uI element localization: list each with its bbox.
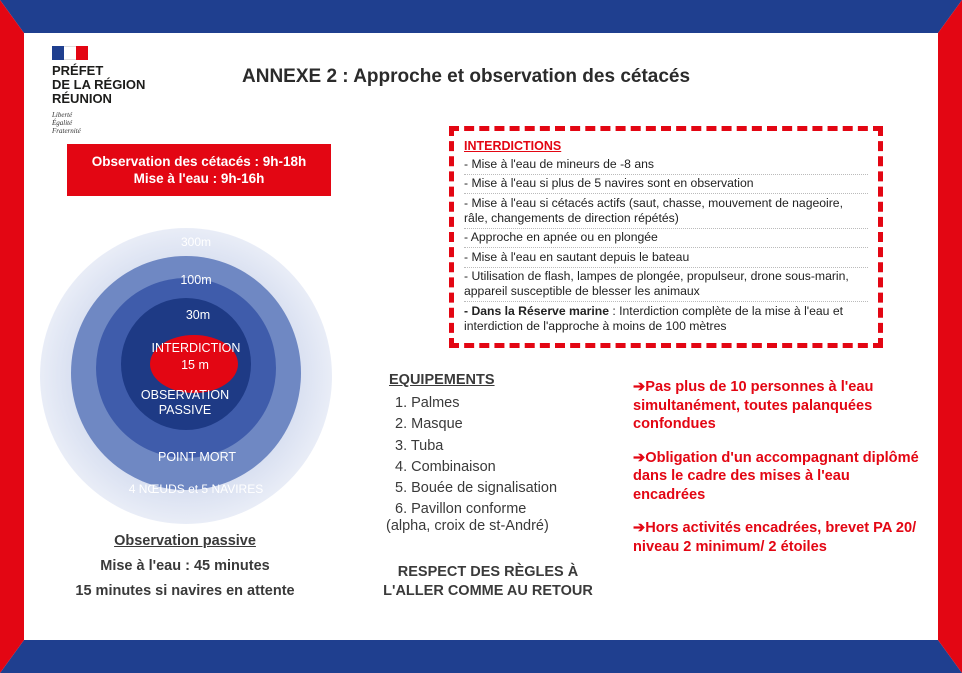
respect-line1: RESPECT DES RÈGLES À — [397, 564, 579, 580]
motto — [52, 111, 172, 135]
interdiction-item-text: - Mise à l'eau de mineurs de -8 ans — [464, 156, 654, 171]
flag-blue — [52, 46, 64, 60]
equipment-item: 4. Combinaison — [395, 458, 496, 475]
prefet-line3: RÉUNION — [52, 91, 112, 106]
zone-30m-distance: 30m — [185, 308, 211, 322]
zone-100m-distance: 100m — [180, 273, 212, 287]
rules-list — [633, 378, 923, 571]
hours-observation: Observation des cétacés : 9h-18h — [91, 154, 307, 169]
equipment-item: 3. Tuba — [395, 437, 444, 454]
hours-water-entry: Mise à l'eau : 9h-16h — [133, 171, 265, 186]
motto-fraternite: Fraternité — [52, 127, 81, 135]
frame-right-red — [938, 0, 962, 673]
prefecture-logo — [52, 46, 172, 135]
rule-item: ➔Pas plus de 10 personnes à l'eau simultanément, toutes palanquées confondues — [633, 379, 874, 432]
interdiction-item-text: - Mise à l'eau en sautant depuis le bateau — [464, 249, 690, 264]
zone-outer-label: 4 NŒUDS et 5 NAVIRES — [128, 482, 264, 496]
zone-point-mort-label: POINT MORT — [157, 450, 237, 464]
observation-duration: Mise à l'eau : 45 minutes — [100, 558, 270, 574]
interdiction-item — [464, 175, 868, 195]
hours-box — [67, 144, 331, 196]
interdiction-item — [464, 302, 868, 336]
page-title: ANNEXE 2 : Approche et observation des cétacés — [242, 66, 691, 87]
observation-title: Observation passive — [114, 533, 256, 549]
approach-zones-diagram — [40, 228, 332, 524]
equipment-item: 1. Palmes — [395, 395, 460, 411]
motto-liberte: Liberté — [52, 111, 73, 119]
interdiction-item-text: - Mise à l'eau si cétacés actifs (saut, chasse, mouvement de nageoire, râle, changements de direction répétés) — [464, 195, 843, 225]
observation-waiting: 15 minutes si navires en attente — [75, 583, 295, 599]
prefet-line1: PRÉFET — [52, 63, 104, 78]
zone-observation-label1: OBSERVATION — [140, 388, 230, 402]
frame-left-red — [0, 0, 24, 673]
motto-egalite: Égalité — [52, 119, 73, 127]
equipment-list — [395, 393, 557, 521]
rule-item: ➔Obligation d'un accompagnant diplômé dans le cadre des mises à l'eau encadrées — [633, 449, 919, 503]
french-flag-icon — [52, 46, 88, 60]
interdictions-title: INTERDICTIONS — [464, 139, 562, 153]
interdiction-item — [464, 194, 868, 229]
zone-300m-distance: 300m — [180, 235, 212, 249]
interdiction-item-text: - Utilisation de flash, lampes de plongée, propulseur, drone sous-marin, appareil susceptible de blesser les animaux — [464, 269, 849, 298]
interdiction-item — [464, 155, 868, 175]
equipment-note: (alpha, croix de st-André) — [386, 518, 549, 534]
prefet-line2: DE LA RÉGION — [52, 77, 146, 92]
flag-red — [76, 46, 88, 60]
zone-observation-label2: PASSIVE — [158, 403, 212, 417]
equipment-item: 6. Pavillon conforme — [395, 501, 527, 518]
frame-bottom-blue — [0, 640, 962, 673]
respect-rules — [356, 563, 620, 601]
flag-white — [64, 46, 76, 60]
frame-top-blue — [0, 0, 962, 33]
equipment-item: 2. Masque — [395, 416, 463, 433]
interdiction-item-bold: - Dans la Réserve marine — [464, 303, 609, 318]
interdiction-item — [464, 229, 868, 249]
interdiction-item-text: - Mise à l'eau si plus de 5 navires sont en observation — [464, 176, 754, 190]
equipment-item: 5. Bouée de signalisation — [395, 480, 558, 497]
interdictions-box — [449, 126, 883, 348]
interdiction-item-text: - Approche en apnée ou en plongée — [464, 230, 658, 244]
interdiction-item — [464, 248, 868, 268]
rule-item: ➔Hors activités encadrées, brevet PA 20/ niveau 2 minimum/ 2 étoiles — [633, 520, 917, 555]
interdictions-list — [464, 155, 868, 336]
zone-core-distance: 15 m — [181, 358, 209, 372]
respect-line2: L'ALLER COMME AU RETOUR — [383, 583, 593, 599]
zone-core-label: INTERDICTION — [151, 341, 241, 355]
equipment-title: EQUIPEMENTS — [389, 372, 495, 388]
interdiction-item-text: : Interdiction complète de la mise à l'eau et interdiction de l'approche à moins de 100 mètres — [464, 303, 843, 333]
interdiction-item — [464, 268, 868, 303]
